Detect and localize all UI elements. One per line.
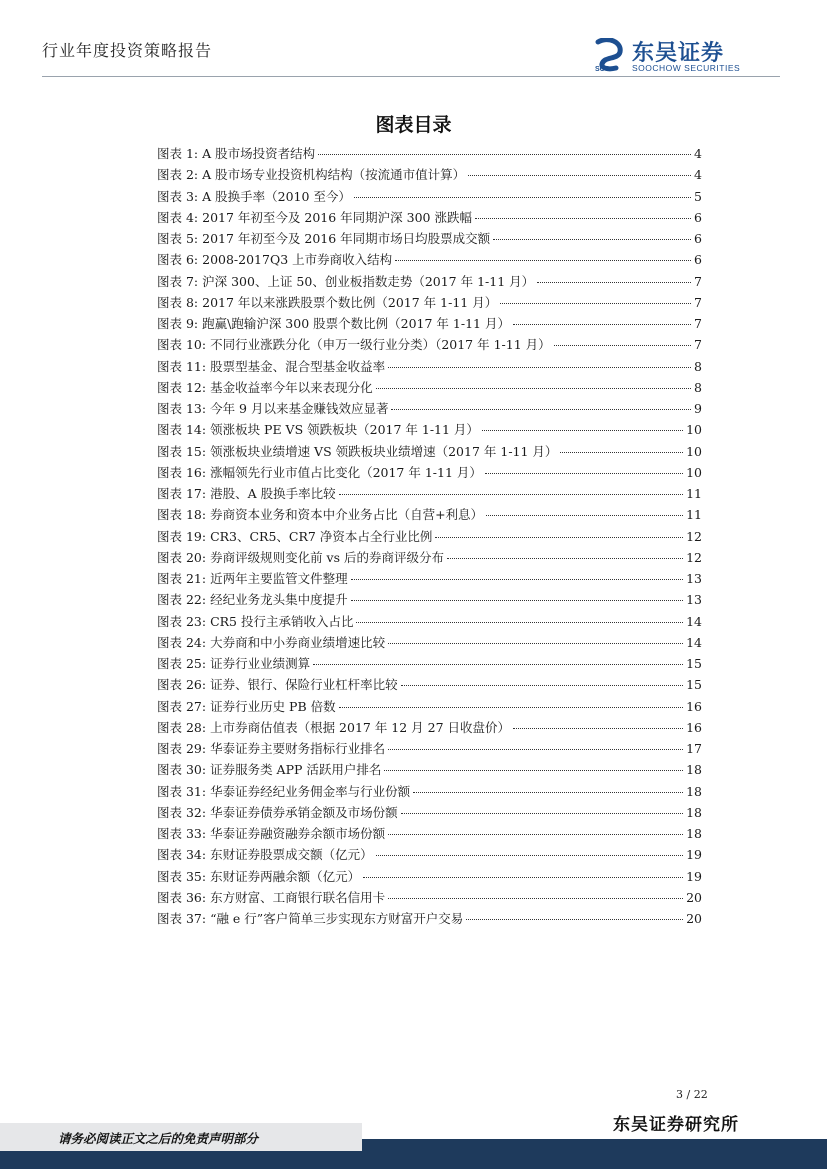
toc-entry-page: 20 xyxy=(686,889,702,905)
toc-entry-page: 5 xyxy=(694,188,702,204)
toc-entry[interactable] xyxy=(157,527,702,548)
toc-entry-page: 12 xyxy=(686,528,702,544)
toc-entry[interactable] xyxy=(157,463,702,484)
toc-dot-leader xyxy=(339,707,683,708)
toc-entry-page: 9 xyxy=(694,401,702,416)
toc-entry-label: 图表 25: 证券行业业绩测算 xyxy=(157,656,311,671)
toc-entry-page: 10 xyxy=(686,464,702,480)
toc-entry[interactable] xyxy=(157,697,702,718)
toc-entry-label: 图表 12: 基金收益率今年以来表现分化 xyxy=(157,379,373,395)
table-of-figures xyxy=(157,144,702,930)
toc-entry[interactable] xyxy=(157,187,702,208)
toc-entry-label: 图表 32: 华泰证券债券承销金额及市场份额 xyxy=(157,804,398,820)
toc-entry[interactable] xyxy=(157,633,702,654)
toc-entry[interactable] xyxy=(157,420,702,441)
toc-dot-leader xyxy=(313,664,683,665)
toc-dot-leader xyxy=(485,473,683,474)
toc-entry-label: 图表 33: 华泰证券融资融券余额市场份额 xyxy=(157,826,386,841)
toc-dot-leader xyxy=(318,154,691,155)
brand-name-cn: 东吴证券 xyxy=(632,41,725,66)
toc-entry[interactable] xyxy=(157,335,702,356)
toc-entry-label: 图表 22: 经纪业务龙头集中度提升 xyxy=(157,592,348,608)
toc-entry-label: 图表 31: 华泰证券经纪业务佣金率与行业份额 xyxy=(157,783,411,799)
toc-entry[interactable] xyxy=(157,824,702,845)
toc-entry-page: 18 xyxy=(686,762,702,778)
toc-entry-page: 8 xyxy=(694,358,702,374)
toc-entry-label: 图表 19: CR3、CR5、CR7 净资本占全行业比例 xyxy=(157,528,433,544)
toc-entry[interactable] xyxy=(157,250,702,271)
toc-dot-leader xyxy=(363,877,683,878)
toc-entry-page: 4 xyxy=(694,167,702,183)
toc-entry-label: 图表 28: 上市券商估值表（根据 2017 年 12 月 27 日收盘价） xyxy=(157,719,511,735)
toc-entry[interactable] xyxy=(157,909,702,930)
toc-dot-leader xyxy=(500,303,691,304)
toc-dot-leader xyxy=(468,175,691,176)
toc-entry-page: 6 xyxy=(694,209,702,225)
toc-entry-page: 10 xyxy=(686,443,702,459)
soochow-logo-icon xyxy=(594,38,626,72)
toc-entry-label: 图表 16: 涨幅领先行业市值占比变化（2017 年 1-11 月） xyxy=(157,464,482,480)
toc-dot-leader xyxy=(388,643,683,644)
toc-entry[interactable] xyxy=(157,569,702,590)
toc-entry-label: 图表 24: 大券商和中小券商业绩增速比较 xyxy=(157,634,386,650)
toc-dot-leader xyxy=(482,430,683,431)
toc-entry-page: 13 xyxy=(686,592,702,608)
toc-dot-leader xyxy=(554,345,691,346)
toc-entry-label: 图表 6: 2008-2017Q3 上市券商收入结构 xyxy=(157,252,393,268)
toc-entry[interactable] xyxy=(157,739,702,760)
toc-dot-leader xyxy=(356,622,683,623)
toc-entry[interactable] xyxy=(157,590,702,611)
toc-dot-leader xyxy=(537,282,691,283)
toc-entry-page: 15 xyxy=(686,677,702,693)
toc-entry-label: 图表 30: 证券服务类 APP 活跃用户排名 xyxy=(157,762,382,778)
toc-dot-leader xyxy=(339,494,684,495)
toc-dot-leader xyxy=(475,218,691,219)
toc-entry[interactable] xyxy=(157,654,702,675)
toc-entry-label: 图表 23: CR5 投行主承销收入占比 xyxy=(157,613,354,629)
toc-entry[interactable] xyxy=(157,229,702,250)
toc-entry-page: 14 xyxy=(686,613,702,629)
toc-entry[interactable] xyxy=(157,718,702,739)
toc-dot-leader xyxy=(388,834,683,835)
toc-entry-label: 图表 7: 沪深 300、上证 50、创业板指数走势（2017 年 1-11 月） xyxy=(157,273,535,289)
toc-entry[interactable] xyxy=(157,505,702,526)
toc-entry-label: 图表 34: 东财证券股票成交额（亿元） xyxy=(157,847,373,863)
toc-entry-page: 14 xyxy=(686,634,702,650)
toc-entry-label: 图表 10: 不同行业涨跌分化（申万一级行业分类）（2017 年 1-11 月） xyxy=(157,337,551,353)
toc-entry-label: 图表 17: 港股、A 股换手率比较 xyxy=(157,486,336,501)
toc-entry[interactable] xyxy=(157,357,702,378)
toc-entry[interactable] xyxy=(157,760,702,781)
page-title: 图表目录 xyxy=(375,114,452,136)
toc-entry-page: 19 xyxy=(686,868,702,884)
toc-entry[interactable] xyxy=(157,888,702,909)
toc-entry-page: 7 xyxy=(694,294,702,310)
toc-entry-label: 图表 4: 2017 年初至今及 2016 年同期沪深 300 涨跌幅 xyxy=(157,209,472,225)
toc-entry-label: 图表 35: 东财证券两融余额（亿元） xyxy=(157,868,361,884)
toc-entry-label: 图表 14: 领涨板块 PE VS 领跌板块（2017 年 1-11 月） xyxy=(157,422,479,438)
toc-dot-leader xyxy=(486,515,683,516)
toc-dot-leader xyxy=(447,558,683,559)
toc-entry-page: 16 xyxy=(686,719,702,735)
toc-entry-label: 图表 21: 近两年主要监管文件整理 xyxy=(157,571,348,586)
toc-entry-page: 11 xyxy=(686,486,702,501)
toc-entry-page: 18 xyxy=(686,826,702,841)
toc-entry-page: 13 xyxy=(686,571,702,586)
toc-entry-page: 10 xyxy=(686,422,702,438)
toc-entry-label: 图表 20: 券商评级规则变化前 vs 后的券商评级分布 xyxy=(157,549,444,565)
toc-entry[interactable] xyxy=(157,272,702,293)
toc-dot-leader xyxy=(401,813,684,814)
footer-disclaimer: 请务必阅读正文之后的免责声明部分 xyxy=(58,1131,259,1146)
toc-entry[interactable] xyxy=(157,484,702,505)
toc-dot-leader xyxy=(376,855,684,856)
toc-entry[interactable] xyxy=(157,612,702,633)
toc-entry-label: 图表 11: 股票型基金、混合型基金收益率 xyxy=(157,358,386,374)
toc-dot-leader xyxy=(395,260,691,261)
toc-entry-label: 图表 1: A 股市场投资者结构 xyxy=(157,146,316,161)
toc-dot-leader xyxy=(351,600,684,601)
toc-entry-label: 图表 36: 东方财富、工商银行联名信用卡 xyxy=(157,889,386,905)
brand-logo xyxy=(594,36,774,76)
toc-entry[interactable] xyxy=(157,165,702,186)
footer-institute: 东吴证券研究所 xyxy=(613,1115,739,1135)
toc-entry-label: 图表 15: 领涨板块业绩增速 VS 领跌板块业绩增速（2017 年 1-11 月） xyxy=(157,443,558,459)
toc-dot-leader xyxy=(351,579,684,580)
toc-entry[interactable] xyxy=(157,399,702,420)
toc-entry[interactable] xyxy=(157,548,702,569)
toc-entry[interactable] xyxy=(157,675,702,696)
toc-dot-leader xyxy=(388,749,683,750)
toc-dot-leader xyxy=(493,239,691,240)
toc-entry[interactable] xyxy=(157,314,702,335)
toc-entry-page: 17 xyxy=(686,741,702,756)
toc-entry-label: 图表 2: A 股市场专业投资机构结构（按流通市值计算） xyxy=(157,167,466,183)
toc-entry[interactable] xyxy=(157,378,702,399)
toc-entry-page: 6 xyxy=(694,252,702,268)
toc-dot-leader xyxy=(466,919,683,920)
toc-entry-label: 图表 13: 今年 9 月以来基金赚钱效应显著 xyxy=(157,401,389,416)
toc-entry-page: 20 xyxy=(686,911,702,926)
header-divider xyxy=(42,76,780,77)
toc-dot-leader xyxy=(513,728,683,729)
toc-dot-leader xyxy=(435,537,683,538)
toc-entry-label: 图表 27: 证券行业历史 PB 倍数 xyxy=(157,698,336,714)
toc-entry-label: 图表 8: 2017 年以来涨跌股票个数比例（2017 年 1-11 月） xyxy=(157,294,498,310)
toc-entry-page: 16 xyxy=(686,698,702,714)
toc-entry[interactable] xyxy=(157,293,702,314)
report-type-title: 行业年度投资策略报告 xyxy=(42,41,213,60)
toc-entry[interactable] xyxy=(157,845,702,866)
toc-entry-label: 图表 5: 2017 年初至今及 2016 年同期市场日均股票成交额 xyxy=(157,231,491,246)
toc-dot-leader xyxy=(413,792,683,793)
page-number: 3 / 22 xyxy=(676,1088,708,1101)
toc-entry[interactable] xyxy=(157,803,702,824)
toc-dot-leader xyxy=(388,898,683,899)
toc-dot-leader xyxy=(388,367,691,368)
toc-entry-page: 7 xyxy=(694,337,702,353)
toc-entry-page: 11 xyxy=(686,507,702,523)
toc-entry-label: 图表 37: “融 e 行”客户简单三步实现东方财富开户交易 xyxy=(157,911,464,926)
toc-entry-page: 18 xyxy=(686,804,702,820)
toc-dot-leader xyxy=(354,197,691,198)
toc-entry-label: 图表 9: 跑赢\跑输沪深 300 股票个数比例（2017 年 1-11 月） xyxy=(157,316,510,331)
toc-entry[interactable] xyxy=(157,782,702,803)
toc-entry-page: 7 xyxy=(694,273,702,289)
toc-entry-page: 18 xyxy=(686,783,702,799)
toc-dot-leader xyxy=(401,685,684,686)
toc-dot-leader xyxy=(391,409,691,410)
toc-dot-leader xyxy=(560,452,683,453)
toc-entry-page: 4 xyxy=(694,146,702,161)
toc-dot-leader xyxy=(513,324,691,325)
toc-entry-page: 15 xyxy=(686,656,702,671)
toc-entry-label: 图表 3: A 股换手率（2010 至今） xyxy=(157,188,351,204)
toc-entry-page: 19 xyxy=(686,847,702,863)
toc-entry[interactable] xyxy=(157,144,702,165)
toc-entry-label: 图表 18: 券商资本业务和资本中介业务占比（自营+利息） xyxy=(157,507,484,523)
toc-dot-leader xyxy=(376,388,691,389)
toc-entry-page: 7 xyxy=(694,316,702,331)
toc-entry-page: 12 xyxy=(686,549,702,565)
toc-entry[interactable] xyxy=(157,442,702,463)
toc-entry-label: 图表 29: 华泰证券主要财务指标行业排名 xyxy=(157,741,386,756)
toc-entry[interactable] xyxy=(157,208,702,229)
toc-entry-label: 图表 26: 证券、银行、保险行业杠杆率比较 xyxy=(157,677,398,693)
toc-entry-page: 8 xyxy=(694,379,702,395)
brand-name-en: SOOCHOW SECURITIES xyxy=(632,63,741,73)
toc-dot-leader xyxy=(384,770,683,771)
toc-entry[interactable] xyxy=(157,867,702,888)
brand-mark-text: SCS xyxy=(595,66,610,72)
toc-entry-page: 6 xyxy=(694,231,702,246)
